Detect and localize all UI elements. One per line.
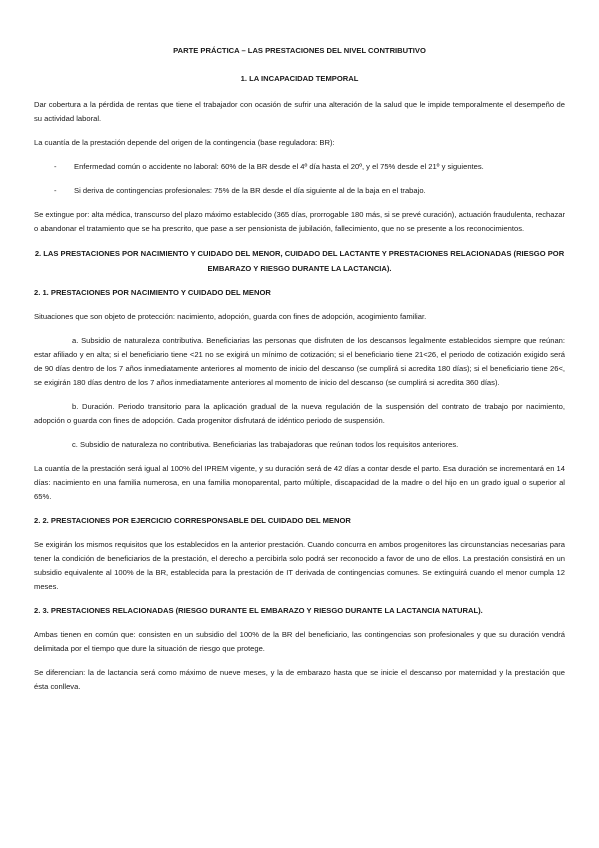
- section-1-intro: Dar cobertura a la pérdida de rentas que tiene el trabajador con ocasión de sufrir una alteración de la salud que le impide temporalmente el desempeño de su actividad laboral.: [34, 100, 565, 123]
- dash-marker: -: [54, 186, 57, 195]
- section-2-3-heading: 2. 3. PRESTACIONES RELACIONADAS (RIESGO DURANTE EL EMBARAZO Y RIESGO DURANTE LA LACTANCIA NATURAL).: [34, 606, 483, 615]
- section-2-1-item-c: c. Subsidio de naturaleza no contributiva. Beneficiarias las trabajadoras que reúnan todos los requisitos anteriores.: [72, 440, 459, 449]
- section-2-3-common: Ambas tienen en común que: consisten en un subsidio del 100% de la BR del beneficiario, las contingencias son profesionales y que su duración vendrá delimitada por el tiempo que dure la situación de riesgo que protege.: [34, 630, 565, 653]
- section-2-1-item-b: b. Duración. Periodo transitorio para la aplicación gradual de la nueva regulación de la suspensión del contrato de trabajo por nacimiento, adopción o guarda con fines de adopción. Cada progenitor disfrutará de idéntico periodo de suspensión.: [34, 402, 565, 425]
- section-2-1-item-a: a. Subsidio de naturaleza contributiva. Beneficiarias las personas que disfruten de los descansos legalmente establecidos siempre que reúnan: estar afiliado y en alta; si el beneficiario tiene <21 no se exigirá un mínimo de cotización; si el beneficiario tiene 21<26, el periodo de cotización exigido será de 90 días dentro de los 7 años inmediatamente anteriores al momento de inicio del descanso (se cumplirá si acredita 180 días); si el beneficiario tiene 26<, se exigirán 180 días dentro de los 7 años inmediatamente anteriores al momento de inicio del descanso (se cumplirá si acredita 360 días).: [34, 336, 565, 387]
- document-title: PARTE PRÁCTICA – LAS PRESTACIONES DEL NIVEL CONTRIBUTIVO: [173, 46, 426, 55]
- section-2-1-situations: Situaciones que son objeto de protección: nacimiento, adopción, guarda con fines de adopción, acogimiento familiar.: [34, 312, 427, 321]
- dash-marker: -: [54, 162, 57, 171]
- section-2-1-heading: 2. 1. PRESTACIONES POR NACIMIENTO Y CUIDADO DEL MENOR: [34, 288, 271, 297]
- section-1-amount-intro: La cuantía de la prestación depende del origen de la contingencia (base reguladora: BR):: [34, 138, 335, 147]
- list-item: [34, 160, 565, 174]
- list-item-text: Si deriva de contingencias profesionales: 75% de la BR desde el día siguiente al de la baja en el trabajo.: [74, 186, 426, 195]
- section-2-2-heading: 2. 2. PRESTACIONES POR EJERCICIO CORRESPONSABLE DEL CUIDADO DEL MENOR: [34, 516, 351, 525]
- section-2-1-amount: La cuantía de la prestación será igual al 100% del IPREM vigente, y su duración será de 42 días a contar desde el parto. Esa duración se incrementará en 14 días: nacimiento en una familia numerosa, en una familia monoparental, parto múltiple, discapacidad de la madre o del hijo en un grado igual o superior al 65%.: [34, 464, 565, 501]
- list-item: [34, 184, 565, 198]
- section-1-heading: 1. LA INCAPACIDAD TEMPORAL: [240, 74, 359, 83]
- list-item-text: Enfermedad común o accidente no laboral: 60% de la BR desde el 4º día hasta el 20º, y el 75% desde el 21º y siguientes.: [74, 162, 484, 171]
- section-2-heading: 2. LAS PRESTACIONES POR NACIMIENTO Y CUIDADO DEL MENOR, CUIDADO DEL LACTANTE Y PRESTACIONES RELACIONADAS (RIESGO POR EMBARAZO Y RIESGO DURANTE LA LACTANCIA).: [34, 249, 565, 273]
- section-1-list: [34, 160, 565, 198]
- section-2-3-differences: Se diferencian: la de lactancia será como máximo de nueve meses, y la de embarazo hasta que se inicie el descanso por maternidad y la prestación que ésta conlleva.: [34, 668, 565, 691]
- section-1-extinction: Se extingue por: alta médica, transcurso del plazo máximo establecido (365 días, prorrogable 180 más, si se prevé curación), actuación fraudulenta, rechazar o abandonar el tratamiento que se ha prescrito, que pase a ser pensionista de jubilación, fallecimiento, que no se presente a los reconocimientos.: [34, 210, 565, 233]
- section-2-2-body: Se exigirán los mismos requisitos que los establecidos en la anterior prestación. Cuando concurra en ambos progenitores las circunstancias necesarias para tener la condición de beneficiarios de la prestación, el derecho a percibirla solo podrá ser reconocido a favor de uno de ellos. La prestación consistirá en un subsidio equivalente al 100% de la BR, establecida para la prestación de IT derivada de contingencias comunes. Se extinguirá cuando el menor cumpla 12 meses.: [34, 540, 565, 591]
